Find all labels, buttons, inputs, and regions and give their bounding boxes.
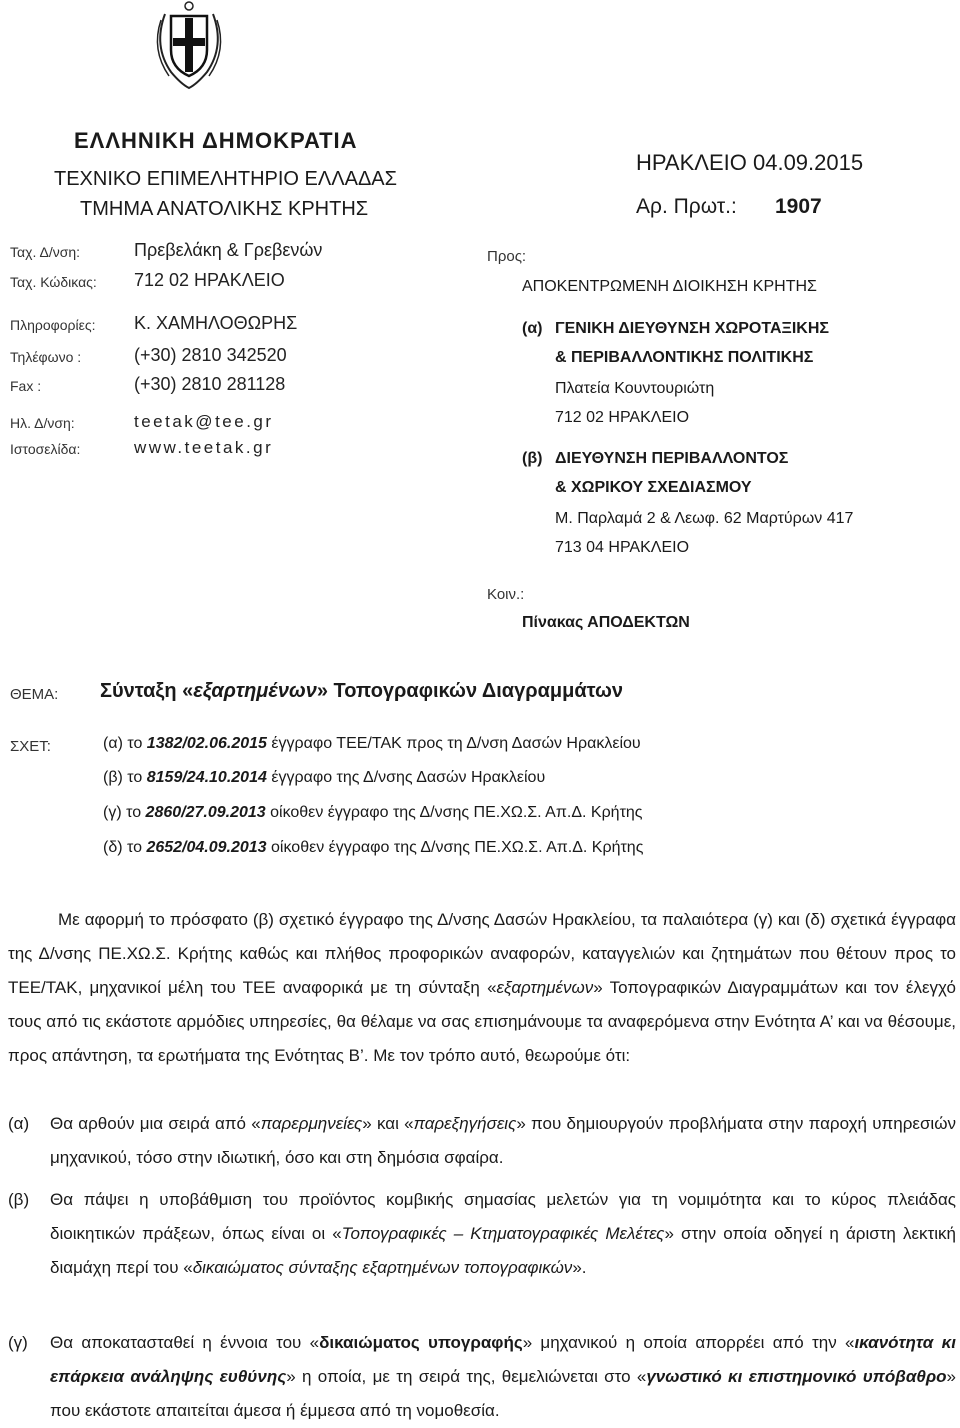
contact-label-phone: Τηλέφωνο : [10,349,82,365]
email-link[interactable]: teetak@tee.gr [134,412,274,431]
contact-label-postcode: Ταχ. Κώδικας: [10,274,97,290]
list-item-c: (γ) Θα αποκατασταθεί η έννοια του «δικαιώματος υπογραφής» μηχανικού η οποία απορρέει από την «ικανότητα κι επάρκεια ανάληψης ευθύνης» η οποία, με τη σειρά της, θεμελιώνεται στο «γνωστικό κι επιστημονικό υπόβαθρο» που εκάστοτε απαιτείται άμεσα ή έμμεσα από τη νομοθεσία. [8,1333,956,1420]
recipient-a-line-1: ΓΕΝΙΚΗ ΔΙΕΥΘΥΝΣΗ ΧΩΡΟΤΑΞΙΚΗΣ [555,320,829,337]
protocol-number: 1907 [775,195,822,218]
contact-value-postcode: 712 02 ΗΡΑΚΛΕΙΟ [134,270,285,290]
recipient-main: ΑΠΟΚΕΝΤΡΩΜΕΝΗ ΔΙΟΙΚΗΣΗ ΚΡΗΤΗΣ [522,278,817,295]
contact-label-address: Ταχ. Δ/νση: [10,244,81,260]
list-item-a: (α) Θα αρθούν μια σειρά από «παρερμηνείες» και «παρεξηγήσεις» που δημιουργούν προβλήματα στην παροχή υπηρεσιών μηχανικού, τόσο στην ιδιωτική, όσο και στη δημόσια σφαίρα. [8,1114,956,1167]
contact-label-email: Ηλ. Δ/νση: [10,415,75,431]
cc-value: Πίνακας ΑΠΟΔΕΚΤΩΝ [522,614,690,631]
protocol-label: Αρ. Πρωτ.: [636,195,737,218]
org-line-3: ΤΜΗΜΑ ΑΝΑΤΟΛΙΚΗΣ ΚΡΗΤΗΣ [80,198,369,220]
contact-label-website: Ιστοσελίδα: [10,441,81,457]
recipient-b-address-1: Μ. Παρλαμά 2 & Λεωφ. 62 Μαρτύρων 417 [555,510,854,527]
recipient-a-marker: (α) [522,320,543,337]
contact-label-info: Πληροφορίες: [10,317,96,333]
body-paragraph: Με αφορμή το πρόσφατο (β) σχετικό έγγραφο της Δ/νσης Δασών Ηρακλείου, τα παλαιότερα (γ) και (δ) σχετικά έγγραφα της Δ/νσης ΠΕ.ΧΩ.Σ. Κρήτης καθώς και πλήθος προφορικών αναφορών, καταγγελιών και ζητημάτων που θέτουν προς το ΤΕΕ/ΤΑΚ, μηχανικοί μέλη του ΤΕΕ αναφορικά με τη σύνταξη «εξαρτημένων» Τοπογραφικών Διαγραμμάτων και τον έλεγχό τους από τις εκάστοτε αρμόδιες υπηρεσίες, θα θέλαμε να σας επισημάνουμε τα αναφερόμενα στην Ενότητα Α’ και να θέσουμε, προς απάντηση, τα ερωτήματα της Ενότητας Β’. Με τον τρόπο αυτό, θεωρούμε ότι: [8,910,956,1065]
greek-emblem-icon [149,0,229,92]
contact-value-fax: (+30) 2810 281128 [134,374,286,394]
list-item-b: (β) Θα πάψει η υποβάθμιση του προϊόντος κομβικής σημασίας μελετών για τη νομιμότητα και το κύρος πλειάδας διοικητικών πράξεων, όπως είναι οι «Τοπογραφικές – Κτηματογραφικές Μελέτες» στην οποία οδηγεί η άριστη λεκτική διαμάχη περί του «δικαιώματος σύνταξης εξαρτημένων τοπογραφικών». [8,1190,957,1277]
recipient-b-marker: (β) [522,450,543,467]
date-line: ΗΡΑΚΛΕΙΟ 04.09.2015 [636,150,864,175]
to-label: Προς: [487,248,527,265]
ref-item: (γ) το 2860/27.09.2013 οίκοθεν έγγραφο της Δ/νσης ΠΕ.ΧΩ.Σ. Απ.Δ. Κρήτης [103,804,643,821]
subject-text: Σύνταξη «εξαρτημένων» Τοπογραφικών Διαγραμμάτων [100,680,624,702]
contact-value-phone: (+30) 2810 342520 [134,345,287,365]
org-line-1: ΕΛΛΗΝΙΚΗ ΔΗΜΟΚΡΑΤΙΑ [74,128,358,153]
recipient-b-address-2: 713 04 ΗΡΑΚΛΕΙΟ [555,539,690,556]
ref-item: (β) το 8159/24.10.2014 έγγραφο της Δ/νσης Δασών Ηρακλείου [103,769,546,786]
recipient-b-line-1: ΔΙΕΥΘΥΝΣΗ ΠΕΡΙΒΑΛΛΟΝΤΟΣ [555,450,789,467]
subject-label: ΘΕΜΑ: [10,686,59,703]
org-line-2: ΤΕΧΝΙΚΟ ΕΠΙΜΕΛΗΤΗΡΙΟ ΕΛΛΑΔΑΣ [54,168,398,190]
recipient-b-line-2: & ΧΩΡΙΚΟΥ ΣΧΕΔΙΑΣΜΟΥ [555,479,752,496]
cc-label: Κοιν.: [487,586,525,603]
website-link[interactable]: www.teetak.gr [134,438,274,457]
recipient-a-address-1: Πλατεία Κουντουριώτη [555,380,715,397]
contact-value-address: Πρεβελάκη & Γρεβενών [134,240,323,260]
refs-label: ΣΧΕΤ: [10,738,51,755]
ref-item: (δ) το 2652/04.09.2013 οίκοθεν έγγραφο της Δ/νσης ΠΕ.ΧΩ.Σ. Απ.Δ. Κρήτης [103,839,644,856]
ref-item: (α) το 1382/02.06.2015 έγγραφο ΤΕΕ/ΤΑΚ προς τη Δ/νση Δασών Ηρακλείου [103,735,641,752]
recipient-a-line-2: & ΠΕΡΙΒΑΛΛΟΝΤΙΚΗΣ ΠΟΛΙΤΙΚΗΣ [555,349,814,366]
contact-value-info: Κ. ΧΑΜΗΛΟΘΩΡΗΣ [134,313,298,333]
recipient-a-address-2: 712 02 ΗΡΑΚΛΕΙΟ [555,409,690,426]
contact-label-fax: Fax : [10,378,42,394]
